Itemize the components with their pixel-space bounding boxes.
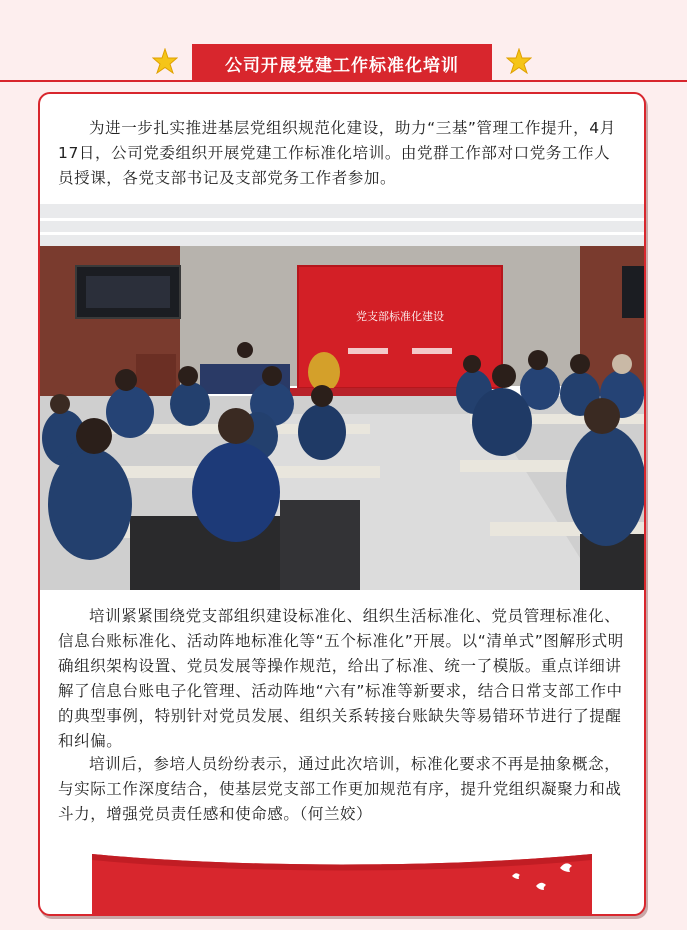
training-photo: [40, 204, 644, 590]
screen-title: 党支部标准化建设: [356, 310, 444, 323]
article-card: [38, 92, 646, 916]
decorative-ribbon: [92, 846, 592, 916]
star-icon: [152, 48, 178, 74]
paragraph-content: 培训紧紧围绕党支部组织建设标准化、组织生活标准化、党员管理标准化、信息台账标准化、活动阵地标准化等“五个标准化”开展。以“清单式”图解形式明确组织架构设置、党员发展等操作规范，给出了标准、统一了模版。重点详细讲解了信息台账电子化管理、活动阵地“六有”标准等新要求，结合日常支部工作中的典型事例，特别针对党员发展、组织关系转接台账缺失等易错环节进行了提醒和纠偏。: [58, 607, 624, 750]
paragraph-intro: 为进一步扎实推进基层党组织规范化建设，助力“三基”管理工作提升，4月17日，公司党委组织开展党建工作标准化培训。由党群工作部对口党务工作人员授课，各党支部书记及支部党务工作者参加。: [58, 119, 616, 187]
page-title: 公司开展党建工作标准化培训: [192, 44, 492, 82]
star-icon: [506, 48, 532, 74]
paragraph-summary: 培训后，参培人员纷纷表示，通过此次培训，标准化要求不再是抽象概念，与实际工作深度结合，使基层党支部工作更加规范有序，提升党组织凝聚力和战斗力，增强党员责任感和使命感。（何兰姣）: [58, 755, 622, 823]
